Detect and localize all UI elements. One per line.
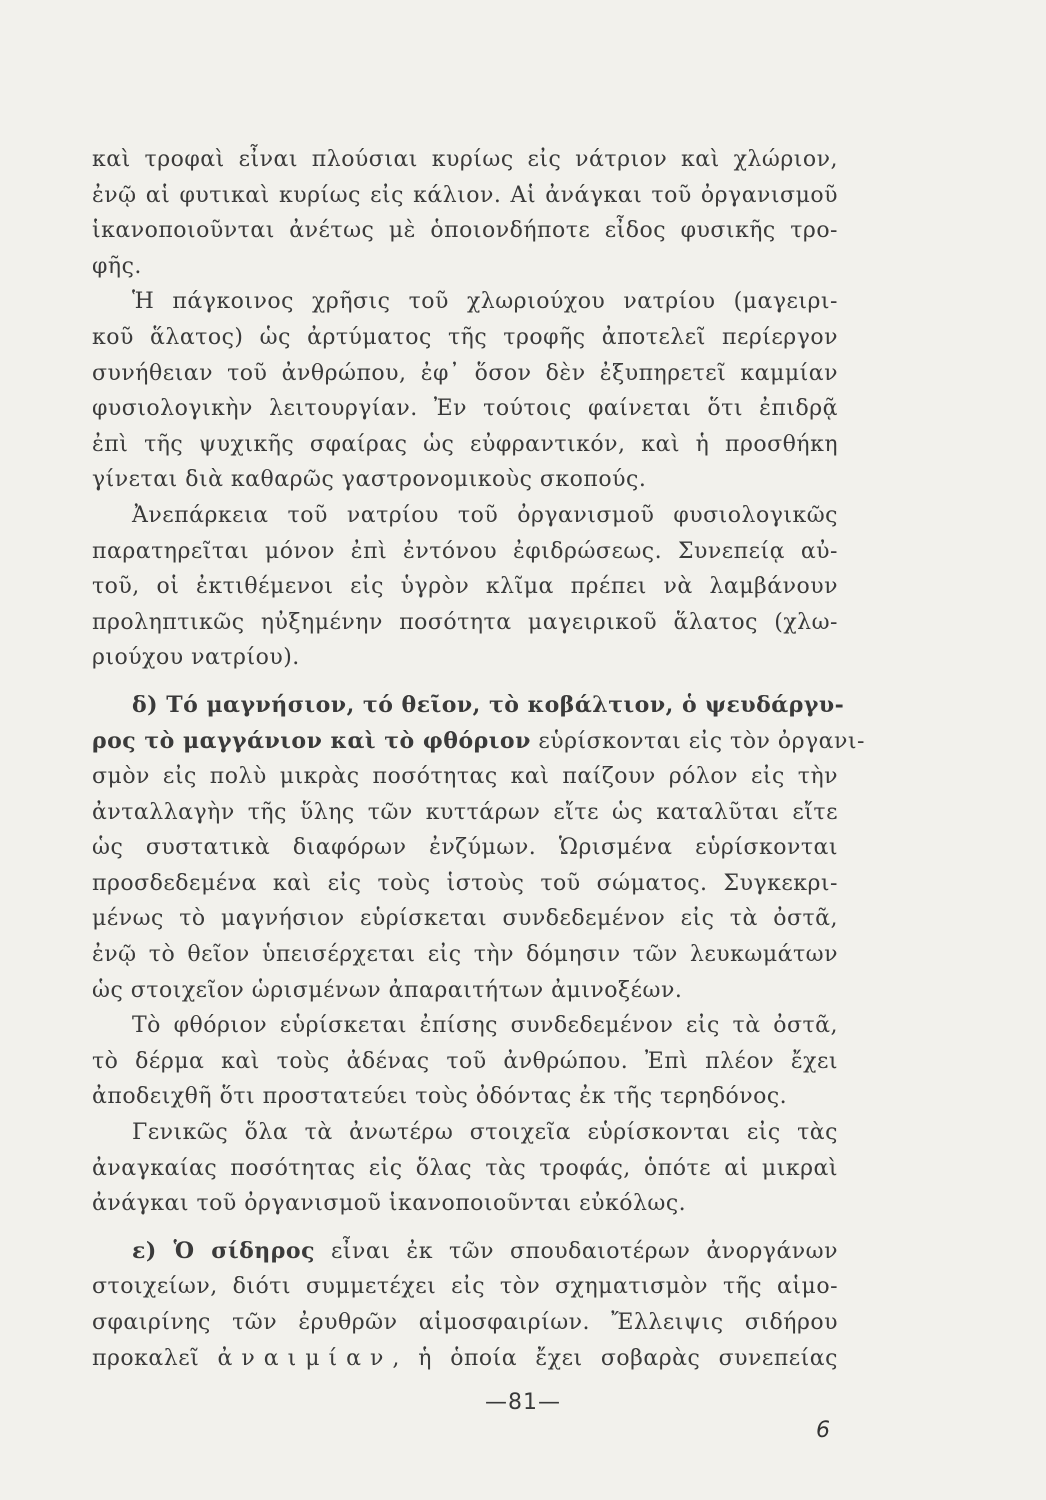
text-line: συνήθειαν τοῦ ἀνθρώπου, ἐφ᾽ ὅσον δὲν ἐξυπηρετεῖ καμμίαν (92, 360, 838, 386)
signature-mark: 6 (816, 1418, 830, 1443)
text-line: σμὸν εἰς πολὺ μικρὰς ποσότητας καὶ παίζουν ρόλον εἰς τὴν (92, 764, 838, 790)
text-line: Ἡ πάγκοινος χρῆσις τοῦ χλωριούχου νατρίου (μαγειρι- (132, 289, 838, 315)
text-line: στοιχείων, διότι συμμετέχει εἰς τὸν σχηματισμὸν τῆς αἱμο- (92, 1274, 838, 1300)
section-heading-d-cont: ρος τὸ μαγγάνιον καὶ τὸ φθόριον (92, 727, 531, 754)
text-line: ὡς συστατικὰ διαφόρων ἐνζύμων. Ὡρισμένα εὑρίσκονται (92, 835, 838, 861)
text-line: ἐνῷ τὸ θεῖον ὑπεισέρχεται εἰς τὴν δόμησιν τῶν λευκωμάτων (92, 942, 838, 968)
text-line: ἀναγκαίας ποσότητας εἰς ὅλας τὰς τροφάς, ὁπότε αἱ μικραὶ (92, 1155, 838, 1181)
section-heading-e: ε) Ὁ σίδηρος (132, 1237, 315, 1264)
page-number: —81— (485, 1390, 561, 1415)
text-segment: εὑρίσκονται εἰς τὸν ὀργανι- (530, 728, 865, 754)
section-heading-d: δ) Τό μαγνήσιον, τό θεῖον, τὸ κοβάλτιον, ὁ ψευδάργυ- (132, 691, 845, 718)
emphasis-spaced: ἀναιμίαν (217, 1345, 393, 1371)
text-line: Ἀνεπάρκεια τοῦ νατρίου τοῦ ὀργανισμοῦ φυσιολογικῶς (132, 502, 838, 528)
text-line: ἐνῷ αἱ φυτικαὶ κυρίως εἰς κάλιον. Αἱ ἀνάγκαι τοῦ ὀργανισμοῦ (92, 182, 838, 208)
text-line: ἐπὶ τῆς ψυχικῆς σφαίρας ὡς εὐφραντικόν, καὶ ἡ προσθήκη (92, 431, 838, 457)
text-line: τὸ δέρμα καὶ τοὺς ἀδένας τοῦ ἀνθρώπου. Ἐπὶ πλέον ἔχει (92, 1048, 838, 1074)
body-text (92, 142, 865, 1376)
text-line: γίνεται διὰ καθαρῶς γαστρονομικοὺς σκοπούς. (92, 467, 647, 493)
text-line: παρατηρεῖται μόνον ἐπὶ ἐντόνου ἐφιδρώσεως. Συνεπείᾳ αὐ- (92, 538, 838, 564)
text-line: φυσιολογικὴν λειτουργίαν. Ἐν τούτοις φαίνεται ὅτι ἐπιδρᾷ (92, 396, 838, 422)
text-line: προληπτικῶς ηὐξημένην ποσότητα μαγειρικοῦ ἅλατος (χλω- (92, 609, 838, 635)
text-line (92, 1234, 838, 1270)
paragraph-gap (92, 1222, 838, 1234)
text-line (92, 1341, 838, 1377)
text-line: Γενικῶς ὅλα τὰ ἀνωτέρω στοιχεῖα εὑρίσκονται εἰς τὰς (132, 1120, 838, 1146)
text-line: καὶ τροφαὶ εἶναι πλούσιαι κυρίως εἰς νάτριον καὶ χλώριον, (92, 147, 838, 172)
text-line: ἀποδειχθῆ ὅτι προστατεύει τοὺς ὀδόντας ἐκ τῆς τερηδόνος. (92, 1084, 788, 1110)
text-line: ἀνταλλαγὴν τῆς ὕλης τῶν κυττάρων εἴτε ὡς καταλῦται εἴτε (92, 799, 838, 825)
text-line: μένως τὸ μαγνήσιον εὑρίσκεται συνδεδεμένον εἰς τὰ ὀστᾶ, (92, 906, 838, 932)
text-line: ριούχου νατρίου). (92, 645, 300, 671)
text-segment: , ἡ ὁποία ἔχει σοβαρὰς συνεπείας (392, 1345, 838, 1371)
paragraph-gap (92, 676, 838, 688)
text-line: ὡς στοιχεῖον ὡρισμένων ἀπαραιτήτων ἀμινοξέων. (92, 977, 683, 1003)
text-line: σφαιρίνης τῶν ἐρυθρῶν αἱμοσφαιρίων. Ἔλλειψις σιδήρου (92, 1310, 838, 1335)
text-line: ἀνάγκαι τοῦ ὀργανισμοῦ ἱκανοποιοῦνται εὐκόλως. (92, 1191, 687, 1217)
text-line: κοῦ ἅλατος) ὡς ἀρτύματος τῆς τροφῆς ἀποτελεῖ περίεργον (92, 324, 838, 350)
text-line: προσδεδεμένα καὶ εἰς τοὺς ἱστοὺς τοῦ σώματος. Συγκεκρι- (92, 870, 838, 896)
text-line: φῆς. (92, 253, 142, 279)
text-line: τοῦ, οἱ ἐκτιθέμενοι εἰς ὑγρὸν κλῖμα πρέπει νὰ λαμβάνουν (92, 574, 838, 600)
text-line: ἱκανοποιοῦνται ἀνέτως μὲ ὁποιονδήποτε εἶδος φυσικῆς τρο- (92, 218, 838, 244)
text-segment: προκαλεῖ (92, 1345, 218, 1371)
text-line: Τὸ φθόριον εὑρίσκεται ἐπίσης συνδεδεμένον εἰς τὰ ὀστᾶ, (132, 1013, 838, 1039)
text-segment: εἶναι ἐκ τῶν σπουδαιοτέρων ἀνοργάνων (314, 1238, 838, 1264)
text-line (92, 724, 865, 760)
